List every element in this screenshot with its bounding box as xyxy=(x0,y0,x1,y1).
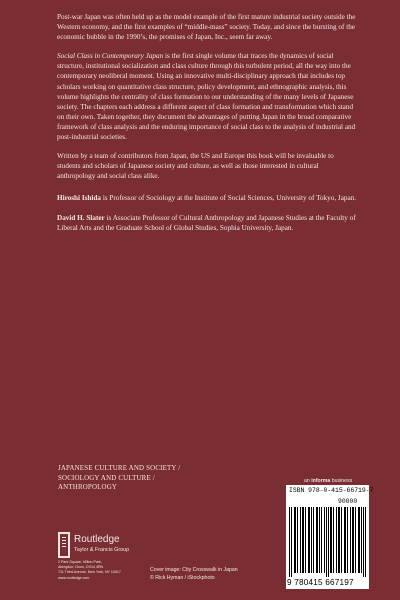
editor-name-1: Hiroshi Ishida xyxy=(57,194,102,203)
routledge-logo-icon xyxy=(58,532,70,558)
subject-categories xyxy=(58,464,228,493)
editor-bio-text-1: is Professor of Sociology at the Institute of Social Sciences, University of Tokyo, Japan. xyxy=(101,194,357,203)
credit-line-1: Cover image: City Crosswalk in Japan xyxy=(150,567,238,573)
address-line-2: Abingdon, Oxon, OX14 4RN xyxy=(58,565,104,570)
informa-suffix: business xyxy=(330,478,353,484)
editor-bio-2 xyxy=(57,213,357,233)
editor-name-2: David H. Slater xyxy=(57,213,105,222)
barcode-digits: 9 780415 667197 xyxy=(287,578,354,587)
audience-paragraph: Written by a team of contributors from Japan, the US and Europe this book will be invaluable to students and scholars of Japanese society and culture, as well as those interested in cultural anthropology and social class alike. xyxy=(57,152,334,181)
price-code: 90000 xyxy=(338,498,358,505)
category-line-1: JAPANESE CULTURE AND SOCIETY / xyxy=(58,465,181,472)
intro-paragraph: Post-war Japan was often held up as the model example of the first mature industrial society outside the Western economy, and the first examples of “middle-mass” society. Today, and since the bursting of the economic bubble in the 1990’s, the promises of Japan, Inc., seem far away. xyxy=(57,13,356,42)
publisher-address xyxy=(58,560,148,581)
address-line-4: www.routledge.com xyxy=(58,575,90,580)
informa-brand: informa xyxy=(311,478,331,484)
address-line-1: 2 Park Square, Milton Park, xyxy=(58,560,102,564)
address-line-3: 711 Third Avenue, New York, NY 10017 xyxy=(58,570,121,575)
informa-tagline xyxy=(304,478,352,484)
publisher-name: Routledge xyxy=(74,534,120,545)
blurb xyxy=(57,12,357,242)
credit-line-2: © Rick Hyman / iStockphoto xyxy=(150,574,215,581)
publisher-subtitle: Taylor & Francis Group xyxy=(74,547,130,553)
book-title: Social Class in Contemporary Japan xyxy=(57,52,164,61)
barcode-bars-icon xyxy=(289,507,366,577)
isbn-number: ISBN 978-0-415-66719-7 xyxy=(289,487,374,494)
category-line-2: SOCIOLOGY AND CULTURE / xyxy=(58,474,155,482)
description-paragraph xyxy=(57,51,357,142)
informa-prefix: an xyxy=(304,478,312,484)
cover-image-credit xyxy=(150,567,280,582)
description-text: is the first single volume that traces the dynamics of social structure, institutional socialization and class culture through this turbulent period, all the way into the contemporary neoliberal moment. Using an innovative multi-disciplinary approach that includes top scholars working on quantitative class structure, policy development, and ethnographic analysis, this volume highlights the centrality of class formation to our understanding of the many levels of Japanese society. The chapters each address a different aspect of class formation and transformation which stand on their own. Taken together, they document the advantages of putting Japan in the broad comparative framework of class analysis and the enduring importance of social class to the analysis of industrial and post-industrial societies. xyxy=(57,52,356,142)
editor-bio-text-2: is Associate Professor of Cultural Anthropology and Japanese Studies at the Faculty of Liberal Arts and the Graduate School of Global Studies, Sophia University, Japan. xyxy=(57,213,356,232)
category-line-3: ANTHROPOLOGY xyxy=(58,484,118,492)
editor-bio-1 xyxy=(57,193,357,203)
isbn-barcode xyxy=(286,485,374,589)
